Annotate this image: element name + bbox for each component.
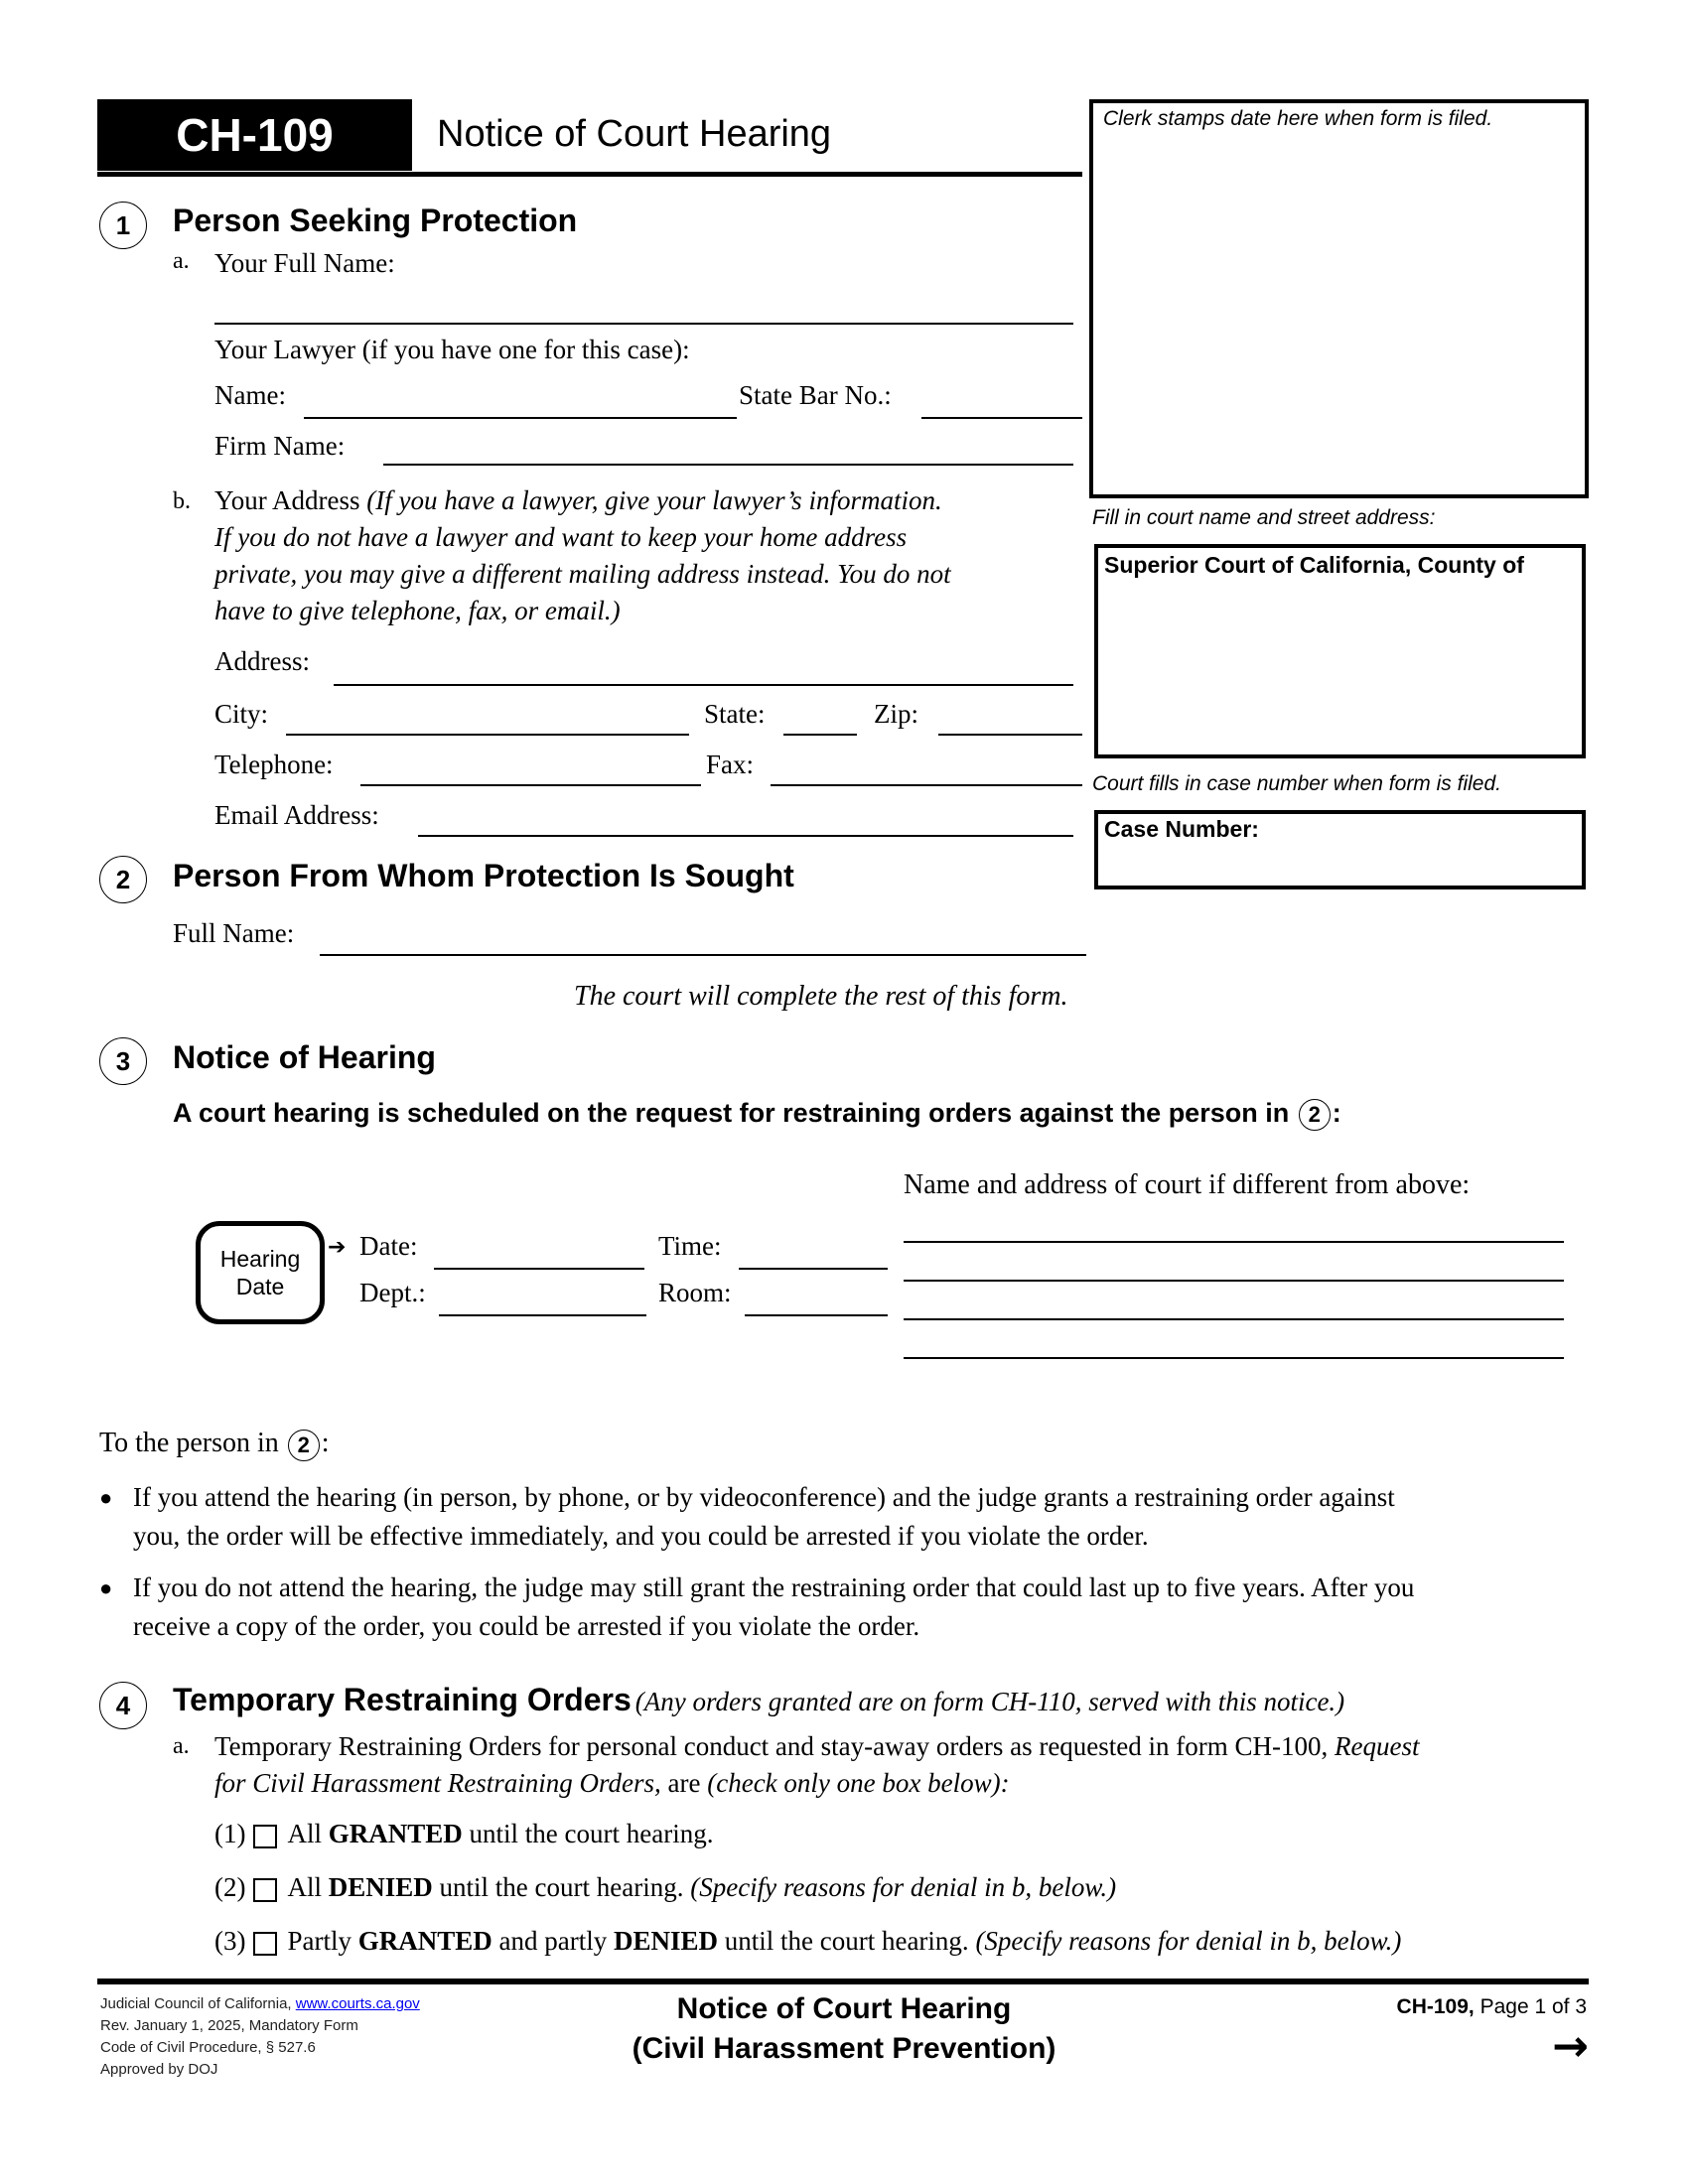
item-4a-text: Temporary Restraining Orders for personal conduct and stay-away orders as requested in form CH-100, Request for Civil Harassment Restraining Orders, are (check only one box below): [214, 1731, 1420, 1798]
footer-rule [97, 1979, 1589, 1984]
checkbox-all-denied[interactable] [253, 1878, 277, 1902]
case-number-label: Case Number: [1104, 816, 1259, 842]
zip-field[interactable] [938, 734, 1082, 736]
alt-court-line-1[interactable] [904, 1241, 1564, 1243]
notice-heading: To the person in 2 : [99, 1428, 330, 1461]
court-name-box[interactable] [1094, 544, 1586, 758]
case-number-caption: Court fills in case number when form is filed. [1092, 772, 1501, 795]
zip-label: Zip: [874, 699, 918, 729]
section-2-reference: 2 [1299, 1099, 1331, 1131]
email-field[interactable] [418, 835, 1073, 837]
city-label: City: [214, 699, 269, 729]
address-label: Address: [214, 646, 310, 676]
clerk-stamp-label: Clerk stamps date here when form is filed. [1103, 107, 1493, 130]
lawyer-name-label: Name: [214, 380, 286, 410]
next-page-arrow-icon[interactable]: → [1552, 2021, 1589, 2072]
fax-field[interactable] [771, 784, 1082, 786]
arrow-right-icon: ➔ [328, 1235, 347, 1260]
fax-label: Fax: [706, 750, 755, 779]
telephone-label: Telephone: [214, 750, 334, 779]
hearing-dept-label: Dept.: [359, 1278, 426, 1307]
footer-page-info: CH-109, Page 1 of 3 [1396, 1995, 1587, 2018]
item-b-letter: b. [173, 488, 191, 514]
state-bar-field[interactable] [921, 417, 1082, 419]
lawyer-heading: Your Lawyer (if you have one for this case): [214, 335, 690, 364]
section-2-reference: 2 [288, 1430, 320, 1461]
section-2-number: 2 [99, 856, 147, 903]
hearing-date-field[interactable] [434, 1268, 644, 1270]
page-title: Notice of Court Hearing [437, 113, 832, 155]
state-label: State: [704, 699, 766, 729]
firm-name-field[interactable] [383, 464, 1073, 466]
form-id: CH-109 [176, 109, 334, 161]
hearing-time-label: Time: [658, 1231, 722, 1261]
full-name-field[interactable] [214, 323, 1073, 325]
hearing-date-label: Date: [359, 1231, 418, 1261]
checkbox-partly-granted[interactable] [253, 1932, 277, 1956]
checkbox-all-granted[interactable] [253, 1825, 277, 1848]
lawyer-name-field[interactable] [304, 417, 737, 419]
option-all-denied: (2) All DENIED until the court hearing. (Specify reasons for denial in b, below.) [214, 1872, 1117, 1902]
hearing-scheduled-text: A court hearing is scheduled on the request for restraining orders against the person in 2 : [173, 1098, 1341, 1131]
alt-court-line-2[interactable] [904, 1280, 1564, 1282]
city-field[interactable] [286, 734, 689, 736]
hearing-dept-field[interactable] [439, 1314, 646, 1316]
court-completes-note: The court will complete the rest of this form. [574, 981, 1068, 1012]
header-rule [97, 172, 1082, 177]
court-name-label: Superior Court of California, County of [1104, 552, 1524, 578]
hearing-time-field[interactable] [739, 1268, 888, 1270]
address-heading: Your Address [214, 485, 360, 515]
item-a-letter: a. [173, 248, 190, 274]
clerk-stamp-box [1089, 99, 1589, 498]
courts-website-link[interactable]: www.courts.ca.gov [295, 1995, 420, 2012]
state-bar-label: State Bar No.: [739, 380, 892, 410]
telephone-field[interactable] [360, 784, 701, 786]
footer-left: Judicial Council of California, www.courts.ca.gov Rev. January 1, 2025, Mandatory Form Code of Civil Procedure, § 527.6 Approved by DOJ [100, 1995, 420, 2078]
hearing-room-label: Room: [658, 1278, 732, 1307]
section-3-number: 3 [99, 1037, 147, 1085]
item-4a-letter: a. [173, 1733, 190, 1759]
section-2-title: Person From Whom Protection Is Sought [173, 858, 794, 893]
firm-name-label: Firm Name: [214, 431, 346, 461]
respondent-name-label: Full Name: [173, 918, 295, 948]
section-4-title: Temporary Restraining Orders [173, 1682, 632, 1717]
section-4-note: (Any orders granted are on form CH-110, served with this notice.) [634, 1687, 1345, 1716]
footer-title: Notice of Court Hearing (Civil Harassment Prevention) [632, 1992, 1056, 2065]
section-4-heading [173, 1682, 1344, 1718]
court-box-caption: Fill in court name and street address: [1092, 506, 1436, 529]
hearing-date-badge: Hearing Date [196, 1221, 325, 1324]
section-1-number: 1 [99, 202, 147, 249]
alt-court-line-3[interactable] [904, 1318, 1564, 1320]
full-name-label: Your Full Name: [214, 248, 395, 278]
email-label: Email Address: [214, 800, 379, 830]
section-1-title: Person Seeking Protection [173, 203, 578, 238]
section-4-number: 4 [99, 1682, 147, 1729]
hearing-room-field[interactable] [745, 1314, 888, 1316]
address-instructions: Your Address (If you have a lawyer, give your lawyer’s information. If you do not have a lawyer and want to keep your home address private, you may give a different mailing address instead. You do not have to give telephone, fax, or email.) [214, 485, 951, 625]
case-number-box[interactable] [1094, 810, 1586, 889]
option-all-granted: (1) All GRANTED until the court hearing. [214, 1819, 714, 1848]
alt-court-label: Name and address of court if different from above: [904, 1169, 1471, 1200]
respondent-name-field[interactable] [320, 954, 1086, 956]
bullet-icon: ● [99, 1575, 113, 1600]
bullet-icon: ● [99, 1485, 113, 1510]
section-3-title: Notice of Hearing [173, 1039, 436, 1075]
alt-court-line-4[interactable] [904, 1357, 1564, 1359]
option-partly-granted: (3) Partly GRANTED and partly DENIED until the court hearing. (Specify reasons for denial in b, below.) [214, 1926, 1402, 1956]
address-field[interactable] [334, 684, 1073, 686]
state-field[interactable] [783, 734, 857, 736]
